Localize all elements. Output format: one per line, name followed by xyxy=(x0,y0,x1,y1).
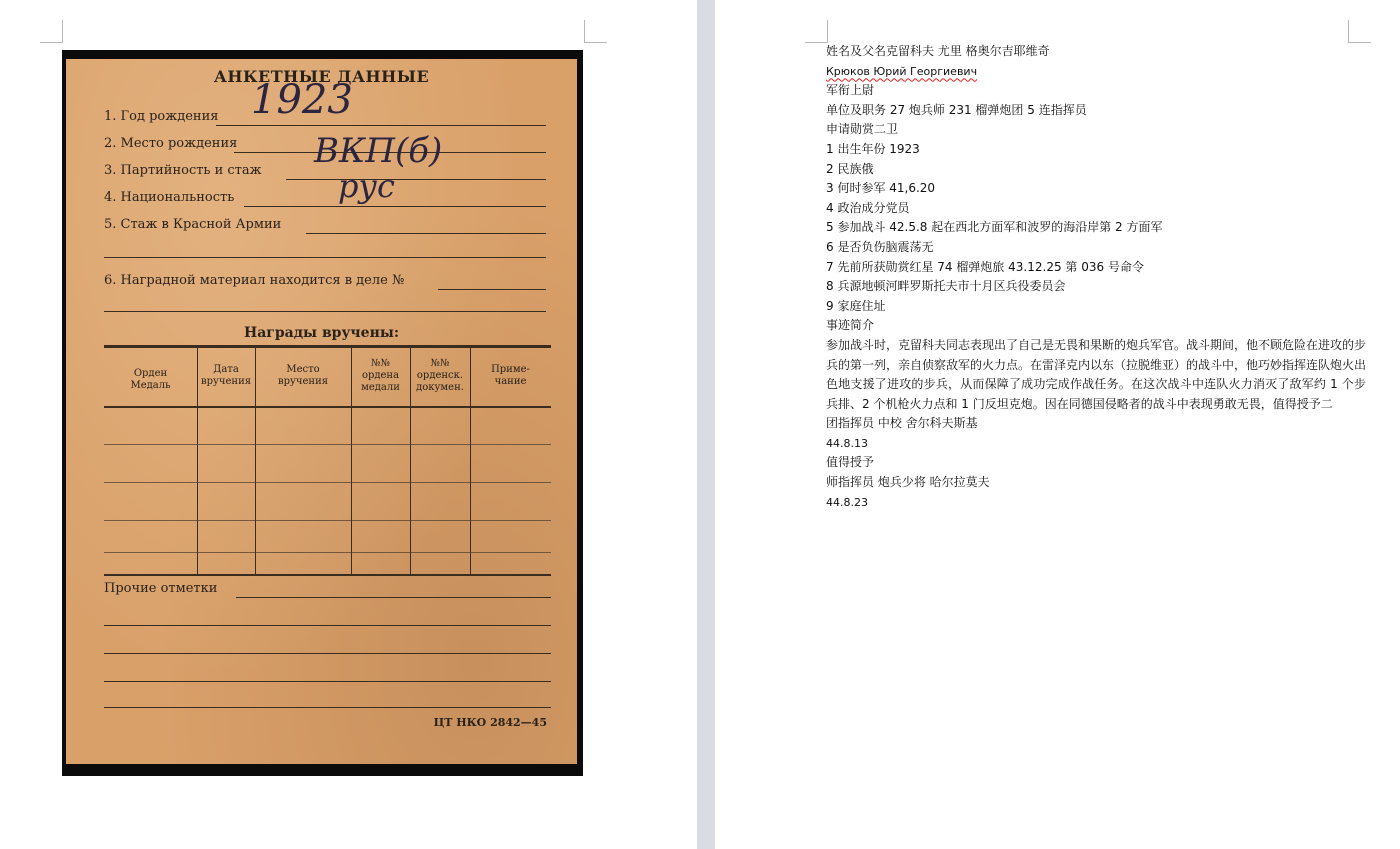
card-other-notes: Прочие отметки xyxy=(104,581,218,596)
card-print-code: ЦТ НКО 2842—45 xyxy=(433,716,547,729)
awards-table xyxy=(104,345,551,576)
doc-line: 4 政治成分党员 xyxy=(826,200,910,215)
doc-line: 值得授予 xyxy=(826,455,875,470)
doc-line: 单位及职务 27 炮兵师 231 榴弹炮团 5 连指挥员 xyxy=(826,102,1087,117)
doc-line: 事迹简介 xyxy=(826,318,875,333)
card-field-birthplace: 2. Место рождения xyxy=(104,136,238,151)
doc-line: 3 何时参军 41,6.20 xyxy=(826,181,936,196)
handwritten-birth-year: 1923 xyxy=(251,77,353,123)
doc-line-date: 44.8.13 xyxy=(826,436,868,450)
doc-line: 2 民族俄 xyxy=(826,161,874,176)
table-header-order-number: №№ ордена медали xyxy=(361,358,400,393)
document-page-right xyxy=(715,0,1400,849)
doc-line: 8 兵源地顿河畔罗斯托夫市十月区兵役委员会 xyxy=(826,279,1066,294)
table-header-date: Дата вручения xyxy=(200,364,252,387)
doc-line: 团指挥员 中校 舍尔科夫斯基 xyxy=(826,416,978,431)
doc-line-date: 44.8.23 xyxy=(826,495,868,509)
doc-line: 9 家庭住址 xyxy=(826,298,886,313)
table-header-notes: Приме- чание xyxy=(491,364,530,387)
awards-heading: Награды вручены: xyxy=(243,325,400,341)
card-title: АНКЕТНЫЕ ДАННЫЕ xyxy=(213,67,430,86)
card-field-army-service: 5. Стаж в Красной Армии xyxy=(104,217,282,232)
card-award-material: 6. Наградной материал находится в деле № xyxy=(104,273,405,288)
card-field-nationality: 4. Национальность xyxy=(104,190,235,205)
crop-mark-top-right xyxy=(584,20,607,43)
crop-mark-top-right xyxy=(1348,20,1371,43)
document-page-left xyxy=(0,0,697,849)
doc-line: 5 参加战斗 42.5.8 起在西北方面军和波罗的海沿岸第 2 方面军 xyxy=(826,220,1163,235)
doc-line: 1 出生年份 1923 xyxy=(826,141,920,156)
doc-line: 军衔上尉 xyxy=(826,83,875,98)
crop-mark-top-left xyxy=(805,20,828,43)
doc-paragraph: 参加战斗时，克留科夫同志表现出了自己是无畏和果断的炮兵军官。战斗期间，他不顾危险在进攻的步兵的第一列，亲自侦察敌军的火力点。在雷泽克内以东（拉脱维亚）的战斗中，他巧妙指挥连队炮火出色地支援了进攻的步兵，从而保障了成功完成作战任务。在这次战斗中连队火力消灭了敌军约 1 个步兵排、2 个机枪火力点和 1 门反坦克炮。因在同德国侵略者的战斗中表现勇敢无畏，值得授予二 xyxy=(826,337,1367,411)
doc-line: 姓名及父名克留科夫 尤里 格奥尔吉耶维奇 xyxy=(826,44,1050,58)
handwritten-nationality: рус xyxy=(338,167,395,205)
scanned-award-card-image[interactable] xyxy=(62,50,583,776)
doc-line: 申请勋赏二卫 xyxy=(826,122,899,137)
doc-line: 7 先前所获勋赏红星 74 榴弹炮旅 43.12.25 第 036 号命令 xyxy=(826,259,1144,274)
doc-line: 6 是否负伤脑震荡无 xyxy=(826,239,934,254)
award-card xyxy=(66,59,577,764)
document-body[interactable] xyxy=(826,42,1366,512)
page-gap xyxy=(697,0,715,849)
card-field-party: 3. Партийность и стаж xyxy=(104,163,262,178)
table-header-place: Место вручения xyxy=(277,364,329,387)
doc-line-russian-name: Крюков Юрий Георгиевич xyxy=(826,64,978,78)
card-field-birth-year: 1. Год рождения xyxy=(104,109,219,124)
crop-mark-top-left xyxy=(40,20,63,43)
doc-line: 师指挥员 炮兵少将 哈尔拉莫夫 xyxy=(826,475,990,490)
table-header-document-number: №№ орденск. докумен. xyxy=(416,358,464,393)
table-header-order: Орден Медаль xyxy=(130,368,171,391)
handwritten-party: ВКП(б) xyxy=(314,131,443,171)
